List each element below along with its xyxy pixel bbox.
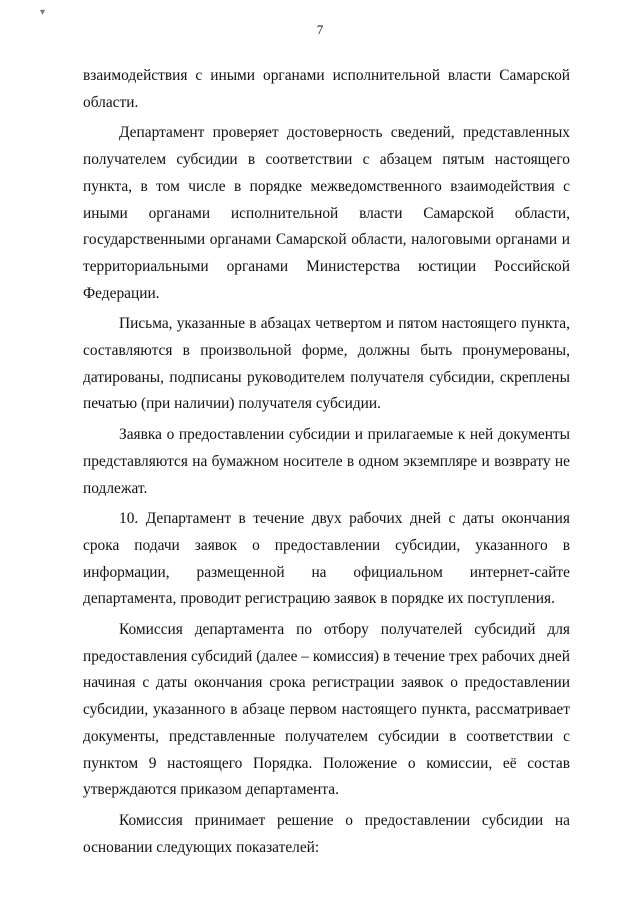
paragraph-letters: Письма, указанные в абзацах четвертом и пятом настоящего пункта, составляются в произвольной форме, должны быть пронумерованы, датированы, подписаны руководителем получателя субсидии, скреплены печатью (при наличии) получателя субсидии.: [83, 315, 570, 413]
paragraph-continuation: взаимодействия с иными органами исполнительной власти Самарской области.: [83, 67, 570, 111]
paragraph-item-10: 10. Департамент в течение двух рабочих дней с даты окончания срока подачи заявок о предоставлении субсидии, указанного в информации, размещенной на официальном интернет-сайте департамента, проводит регистрацию заявок в порядке их поступления.: [83, 510, 570, 608]
document-body: [83, 63, 570, 861]
paragraph-decision: Комиссия принимает решение о предоставлении субсидии на основании следующих показателей:: [83, 811, 570, 856]
paragraph-application: Заявка о предоставлении субсидии и прилагаемые к ней документы представляются на бумажном носителе в одном экземпляре и возврату не подлежат.: [83, 426, 570, 497]
paragraph-commission: Комиссия департамента по отбору получателей субсидий для предоставления субсидий (далее – комиссия) в течение трех рабочих дней начиная с даты окончания срока регистрации заявок о предоставлении субсидии, указанного в абзаце первом настоящего пункта, рассматривает документы, представленные получателем субсидии в соответствии с пунктом 9 настоящего Порядка. Положение о комиссии, её состав утверждаются приказом департамента.: [83, 621, 570, 799]
page-number: 7: [316, 22, 324, 37]
scan-artifact-mark: ▾: [40, 7, 46, 18]
paragraph-verification: Департамент проверяет достоверность сведений, представленных получателем субсидии в соответствии с абзацем пятым настоящего пункта, в том числе в порядке межведомственного взаимодействия с иными органами исполнительной власти Самарской области, государственными органами Самарской области, налоговыми органами и территориальными органами Министерства юстиции Российской Федерации.: [83, 124, 570, 302]
